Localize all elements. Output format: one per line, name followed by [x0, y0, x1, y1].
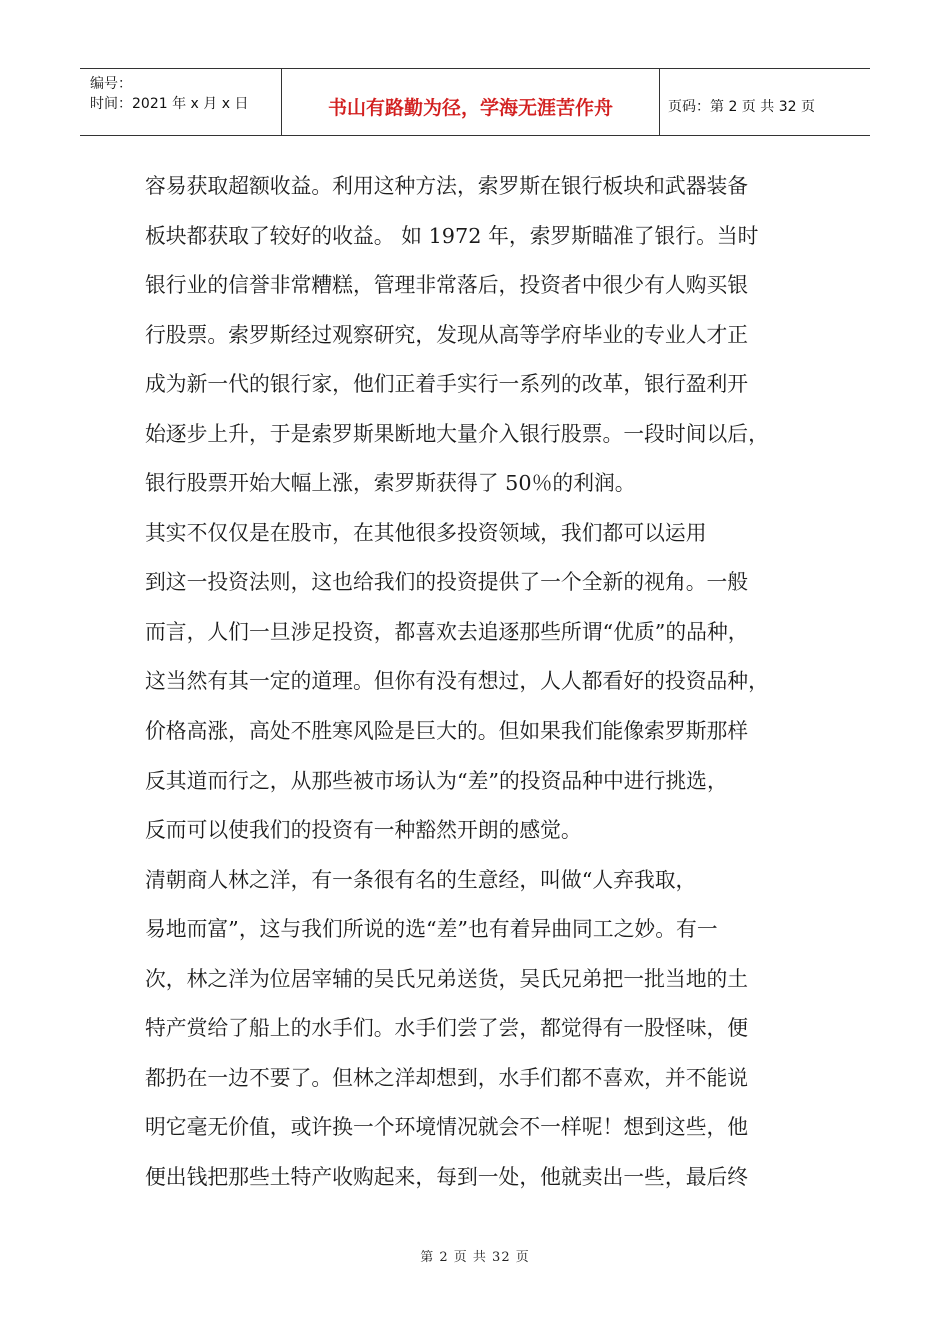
- text-line: 行股票。索罗斯经过观察研究，发现从高等学府毕业的专业人才正: [145, 322, 749, 347]
- article-body: [145, 162, 800, 1202]
- text-line: 到这一投资法则，这也给我们的投资提供了一个全新的视角。一般: [145, 570, 749, 595]
- text-line: 都扔在一边不要了。但林之洋却想到，水手们都不喜欢，并不能说: [145, 1065, 749, 1090]
- text-line: 明它毫无价值，或许换一个环境情况就会不一样呢！想到这些，他: [145, 1115, 749, 1140]
- text-line: 清朝商人林之洋，有一条很有名的生意经，叫做“人弃我取，: [145, 867, 697, 892]
- header-page-cell: [660, 69, 870, 135]
- text-line: 易地而富”，这与我们所说的选“差”也有着异曲同工之妙。有一: [145, 917, 718, 942]
- text-line: 板块都获取了较好的收益。 如 1972 年，索罗斯瞄准了银行。当时: [145, 223, 759, 248]
- text-line: 次，林之洋为位居宰辅的吴氏兄弟送货，吴氏兄弟把一批当地的土: [145, 966, 749, 991]
- text-line: 始逐步上升，于是索罗斯果断地大量介入银行股票。一段时间以后，: [145, 421, 769, 446]
- header-meta-cell: [80, 69, 282, 135]
- page-header: [80, 68, 870, 136]
- text-line: 价格高涨，高处不胜寒风险是巨大的。但如果我们能像索罗斯那样: [145, 719, 749, 744]
- page-footer: 第 2 页 共 32 页: [420, 1250, 530, 1265]
- text-line: 特产赏给了船上的水手们。水手们尝了尝，都觉得有一股怪味，便: [145, 1016, 749, 1041]
- document-date: 时间：2021 年 x 月 x 日: [90, 96, 249, 112]
- text-line: 而言，人们一旦涉足投资，都喜欢去追逐那些所谓“优质”的品种，: [145, 619, 749, 644]
- text-line: 反其道而行之，从那些被市场认为“差”的投资品种中进行挑选，: [145, 768, 728, 793]
- text-line: 银行业的信誉非常糟糕，管理非常落后，投资者中很少有人购买银: [145, 273, 749, 298]
- document-number-label: 编号：: [90, 76, 132, 92]
- header-page-info: 页码：第 2 页 共 32 页: [668, 99, 815, 115]
- text-line: 成为新一代的银行家，他们正着手实行一系列的改革，银行盈利开: [145, 372, 749, 397]
- text-line: 这当然有其一定的道理。但你有没有想过，人人都看好的投资品种，: [145, 669, 769, 694]
- text-line: 容易获取超额收益。利用这种方法，索罗斯在银行板块和武器装备: [145, 174, 749, 198]
- text-line: 其实不仅仅是在股市，在其他很多投资领域，我们都可以运用: [145, 520, 707, 545]
- text-line: 银行股票开始大幅上涨，索罗斯获得了 50％的利润。: [145, 471, 636, 496]
- text-line: 便出钱把那些土特产收购起来，每到一处，他就卖出一些，最后终: [145, 1164, 749, 1189]
- text-line: 反而可以使我们的投资有一种豁然开朗的感觉。: [145, 818, 582, 843]
- header-motto: 书山有路勤为径，学海无涯苦作舟: [327, 97, 613, 119]
- header-motto-cell: [282, 69, 660, 135]
